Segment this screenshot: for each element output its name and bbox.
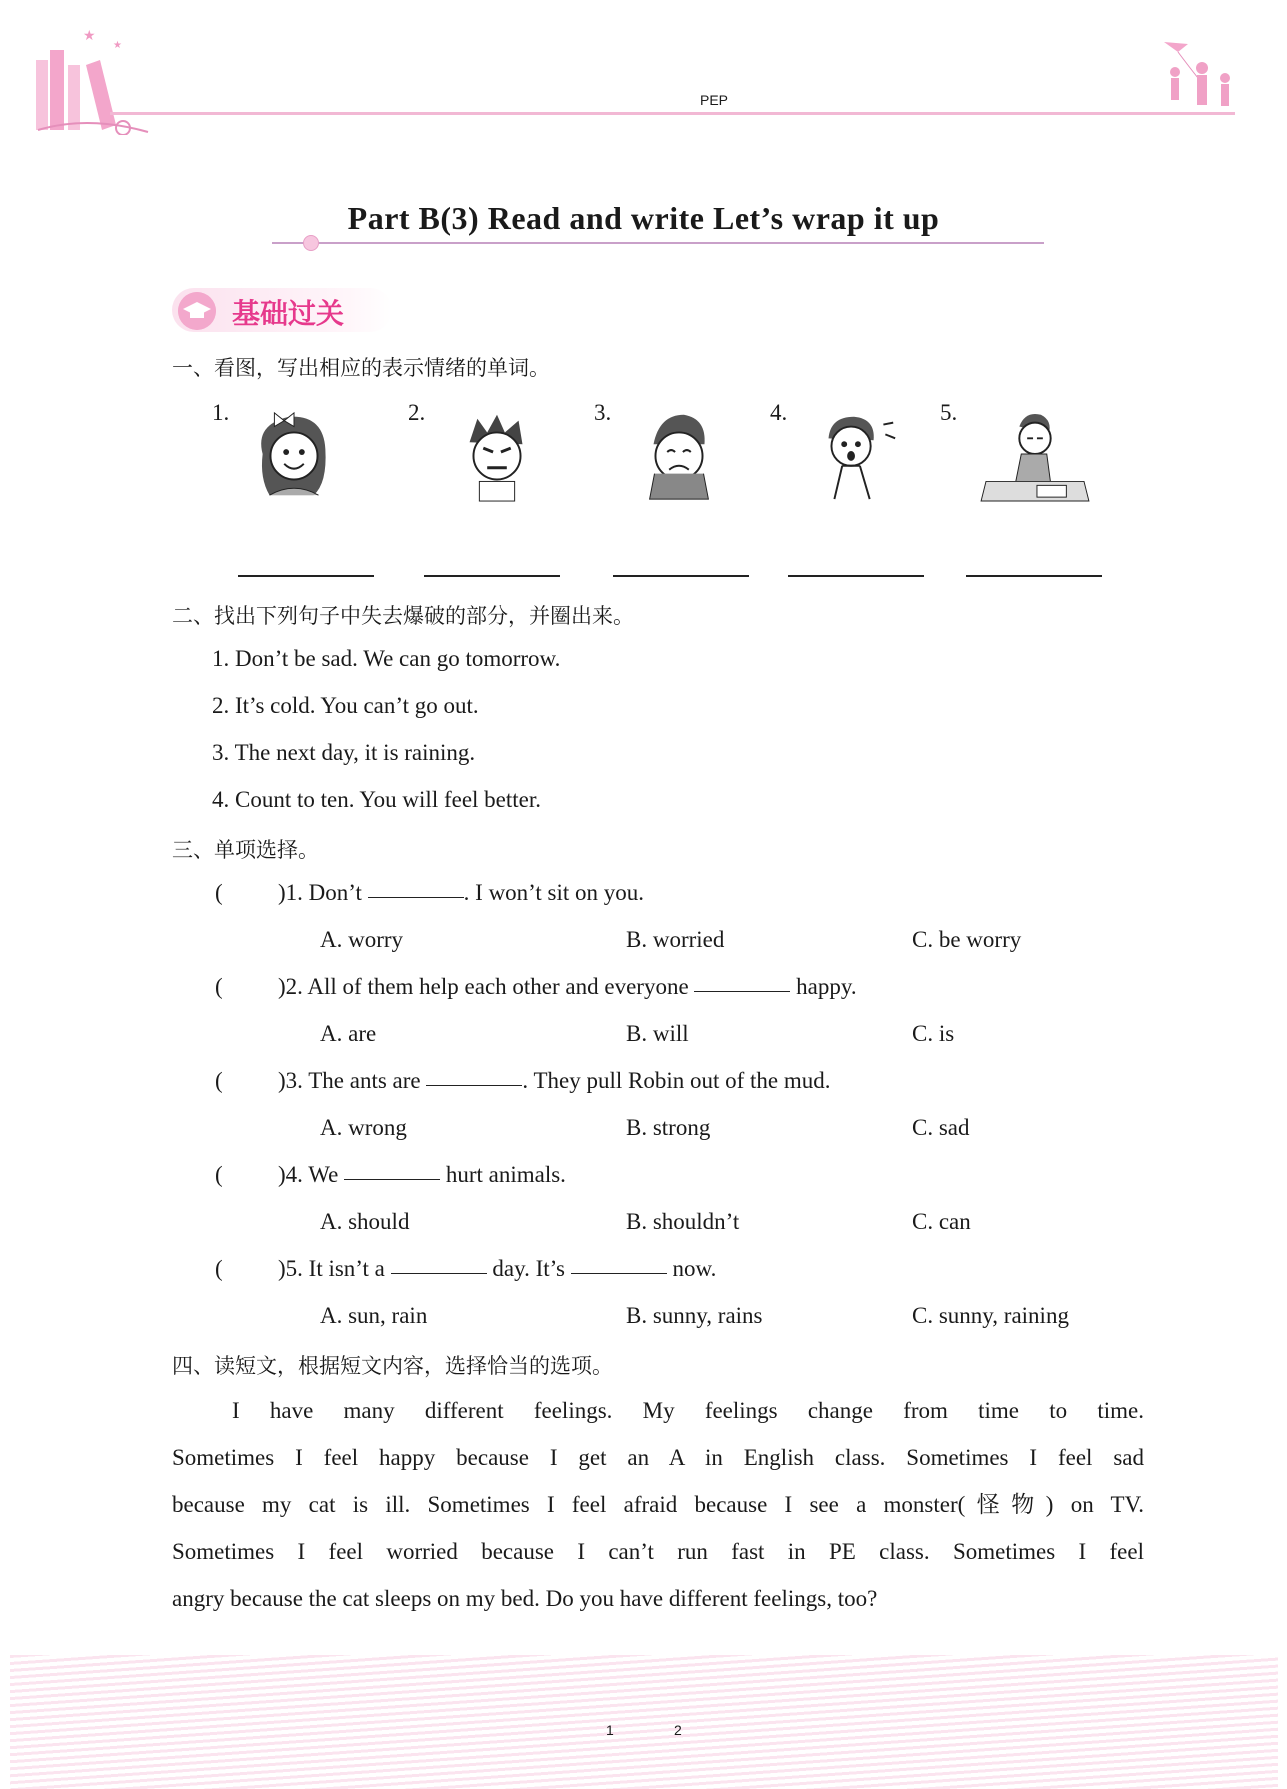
header-rule (110, 112, 1235, 115)
question-1: )1. Don’t . I won’t sit on you. (278, 880, 645, 905)
answer-paren[interactable]: ( (215, 974, 223, 999)
option-a: A. sun, rain (320, 1303, 428, 1328)
option-c: C. can (912, 1209, 971, 1234)
badge-label: 基础过关 (232, 297, 345, 330)
option-a: A. should (320, 1209, 410, 1234)
section3-heading: 三、单项选择。 (172, 838, 319, 862)
answer-blank[interactable] (613, 575, 749, 577)
sentence: 1. Don’t be sad. We can go tomorrow. (212, 646, 561, 671)
option-b: B. worried (626, 927, 725, 952)
answer-paren[interactable]: ( (215, 1162, 223, 1187)
option-b: B. will (626, 1021, 689, 1046)
option-a: A. wrong (320, 1115, 407, 1140)
option-a: A. worry (320, 927, 404, 952)
answer-paren[interactable]: ( (215, 1068, 223, 1093)
answer-blank[interactable] (966, 575, 1102, 577)
title-dot (303, 235, 319, 251)
page-number-left: 1 (606, 1722, 614, 1738)
pic-number: 3. (594, 400, 612, 425)
option-c: C. is (912, 1021, 955, 1046)
option-b: B. shouldn’t (626, 1209, 740, 1234)
pic-number: 1. (212, 400, 230, 425)
question-2: )2. All of them help each other and everyone happy. (278, 974, 857, 999)
page-number-right: 2 (674, 1722, 682, 1738)
svg-text:★: ★ (113, 40, 122, 51)
answer-blank[interactable] (788, 575, 924, 577)
question-4: )4. We hurt animals. (278, 1162, 566, 1187)
sad-boy-icon (630, 405, 728, 503)
pic-number: 2. (408, 400, 426, 425)
page-title: Part B(3) Read and write Let’s wrap it up (347, 200, 940, 236)
option-a: A. are (320, 1021, 377, 1046)
passage-line: Sometimes I feel worried because I can’t run fast in PE class. Sometimes I feel (172, 1539, 1144, 1564)
passage-line: because my cat is ill. Sometimes I feel afraid because I see a monster(怪物) on TV. (172, 1492, 1144, 1517)
sentence: 3. The next day, it is raining. (212, 740, 476, 765)
option-c: C. sunny, raining (912, 1303, 1069, 1328)
footer-band (10, 1655, 1278, 1789)
sentence: 4. Count to ten. You will feel better. (212, 787, 542, 812)
option-b: B. strong (626, 1115, 711, 1140)
option-c: C. be worry (912, 927, 1022, 952)
sentence: 2. It’s cold. You can’t go out. (212, 693, 479, 718)
passage-line: angry because the cat sleeps on my bed. Do you have different feelings, too? (172, 1586, 878, 1611)
title-rule (272, 242, 1044, 244)
afraid-boy-icon (805, 405, 903, 503)
header-series: PEP (700, 92, 729, 108)
answer-paren[interactable]: ( (215, 1256, 223, 1281)
happy-girl-icon (245, 405, 343, 503)
option-c: C. sad (912, 1115, 970, 1140)
answer-blank[interactable] (238, 575, 374, 577)
pic-number: 4. (770, 400, 788, 425)
option-b: B. sunny, rains (626, 1303, 763, 1328)
question-5: )5. It isn’t a day. It’s now. (278, 1256, 717, 1281)
answer-paren[interactable]: ( (215, 880, 223, 905)
pic-number: 5. (940, 400, 958, 425)
answer-blank[interactable] (424, 575, 560, 577)
reading-passage (172, 1387, 1144, 1622)
books-logo-icon (28, 20, 153, 135)
kids-kite-icon (1160, 38, 1240, 116)
angry-boy-icon (448, 405, 546, 503)
question-3: )3. The ants are . They pull Robin out of the mud. (278, 1068, 831, 1093)
worried-boy-icon (975, 405, 1095, 503)
section4-heading: 四、读短文，根据短文内容，选择恰当的选项。 (172, 1354, 613, 1378)
passage-line: I have many different feelings. My feelings change from time to time. (232, 1398, 1144, 1423)
passage-line: Sometimes I feel happy because I get an A in English class. Sometimes I feel sad (172, 1445, 1144, 1470)
svg-text:★: ★ (83, 29, 96, 44)
section2-heading: 二、找出下列句子中失去爆破的部分，并圈出来。 (172, 604, 634, 628)
section1-heading: 一、看图，写出相应的表示情绪的单词。 (172, 356, 550, 380)
graduation-cap-icon (178, 292, 216, 330)
